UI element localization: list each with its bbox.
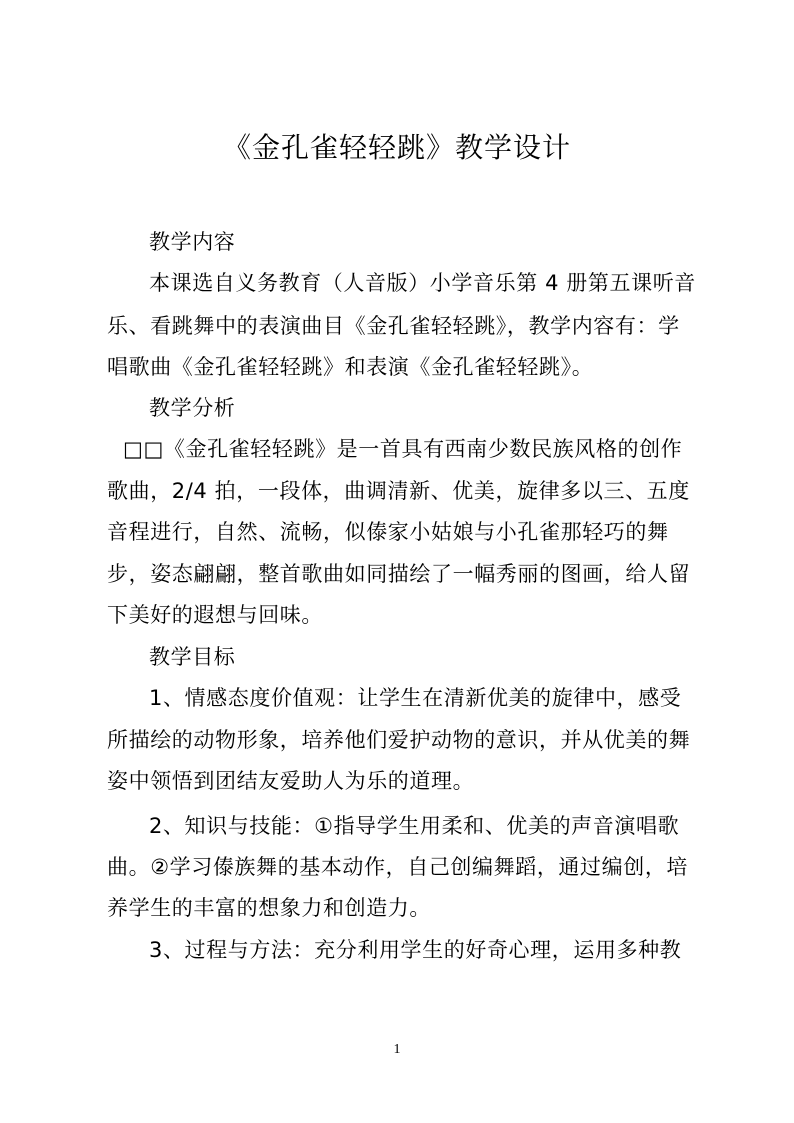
- paragraph-line: 养学生的丰富的想象力和创造力。: [107, 896, 431, 920]
- paragraph-line: 步，姿态翩翩，整首歌曲如同描绘了一幅秀丽的图画，给人留: [107, 562, 691, 586]
- document-title: 《金孔雀轻轻跳》教学设计: [222, 131, 571, 164]
- page-number: 1: [393, 1042, 401, 1057]
- paragraph-line: 歌曲，2/4 拍，一段体，曲调清新、优美，旋律多以三、五度: [107, 479, 690, 503]
- paragraph-line: 下美好的遐想与回味。: [107, 603, 323, 627]
- paragraph-line: 乐、看跳舞中的表演曲目《金孔雀轻轻跳》，教学内容有：学: [107, 314, 680, 338]
- paragraph-line: 3、过程与方法：充分利用学生的好奇心理，运用多种教: [149, 938, 682, 962]
- paragraph-line: 唱歌曲《金孔雀轻轻跳》和表演《金孔雀轻轻跳》。: [107, 355, 594, 379]
- paragraph-line: 曲。②学习傣族舞的基本动作，自己创编舞蹈，通过编创，培: [107, 855, 689, 879]
- heading-teaching-analysis: 教学分析: [149, 396, 236, 420]
- paragraph-line: 所描绘的动物形象，培养他们爱护动物的意识，并从优美的舞: [107, 728, 691, 752]
- paragraph-line: 姿中领悟到团结友爱助人为乐的道理。: [107, 769, 475, 793]
- heading-teaching-goals: 教学目标: [149, 645, 236, 669]
- paragraph-line: 1、情感态度价值观：让学生在清新优美的旋律中，感受: [149, 686, 682, 710]
- paragraph-line: □□《金孔雀轻轻跳》是一首具有西南少数民族风格的创作: [123, 437, 683, 461]
- paragraph-line: 音程进行，自然、流畅，似傣家小姑娘与小孔雀那轻巧的舞: [107, 520, 669, 544]
- heading-teaching-content: 教学内容: [149, 230, 236, 254]
- paragraph-line: 2、知识与技能：①指导学生用柔和、优美的声音演唱歌: [149, 814, 680, 838]
- paragraph-line: 本课选自义务教育（人音版）小学音乐第 4 册第五课听音: [149, 271, 696, 295]
